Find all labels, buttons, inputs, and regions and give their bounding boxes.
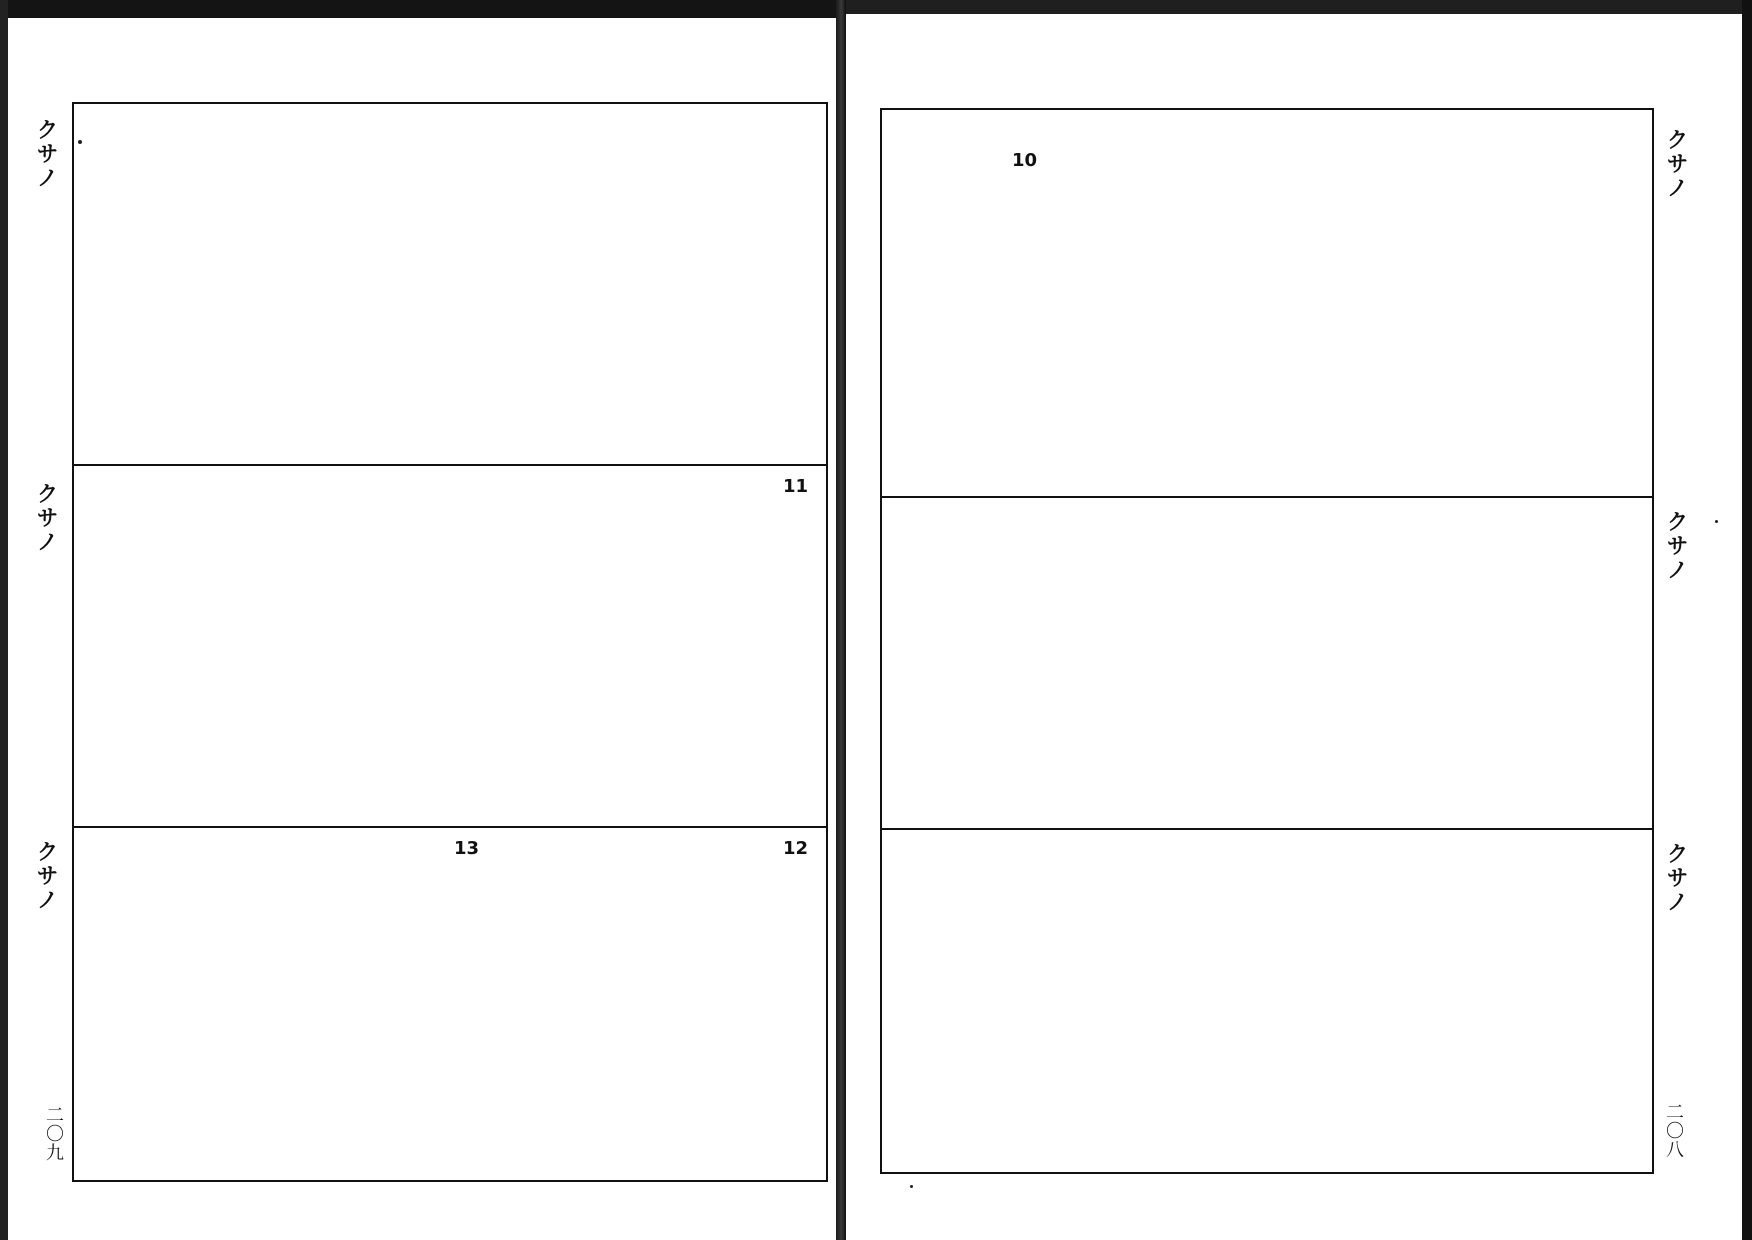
section-marker: 11 xyxy=(782,476,808,497)
running-head-right-middle: クサノ xyxy=(1663,510,1688,582)
section-marker: 13 xyxy=(454,838,480,859)
scan-shadow-top-left xyxy=(0,0,836,18)
body-text xyxy=(86,500,814,816)
right-page-band-middle xyxy=(882,498,1652,828)
left-page xyxy=(72,102,828,1182)
section-marker: 12 xyxy=(782,838,808,859)
right-page-band-top xyxy=(882,110,1652,496)
body-text xyxy=(894,124,1640,486)
left-page-band-middle xyxy=(74,466,826,826)
body-text xyxy=(894,844,1640,1160)
book-spine xyxy=(836,0,846,1240)
running-head-left-bottom: クサノ xyxy=(33,840,58,912)
left-page-band-bottom xyxy=(74,828,826,1178)
body-text xyxy=(894,512,1640,818)
page-number-left: 二〇九 xyxy=(43,1105,64,1162)
ink-speck xyxy=(1715,520,1718,523)
section-marker: 10 xyxy=(1012,150,1038,171)
running-head-right-bottom: クサノ xyxy=(1663,842,1688,914)
body-text xyxy=(86,862,446,1168)
ink-speck xyxy=(78,140,82,144)
right-page xyxy=(880,108,1654,1174)
body-text xyxy=(86,118,814,454)
body-text xyxy=(474,862,814,1168)
left-page-band-top xyxy=(74,104,826,464)
right-page-band-bottom xyxy=(882,830,1652,1170)
running-head-left-middle: クサノ xyxy=(33,482,58,554)
ink-speck xyxy=(910,1185,913,1188)
running-head-left-top: クサノ xyxy=(33,118,58,190)
running-head-right-top: クサノ xyxy=(1663,128,1688,200)
page-number-right: 二〇八 xyxy=(1663,1102,1684,1159)
scan-shadow-top-right xyxy=(846,0,1752,14)
scan-edge-right xyxy=(1742,0,1752,1240)
scan-edge-left xyxy=(0,0,8,1240)
